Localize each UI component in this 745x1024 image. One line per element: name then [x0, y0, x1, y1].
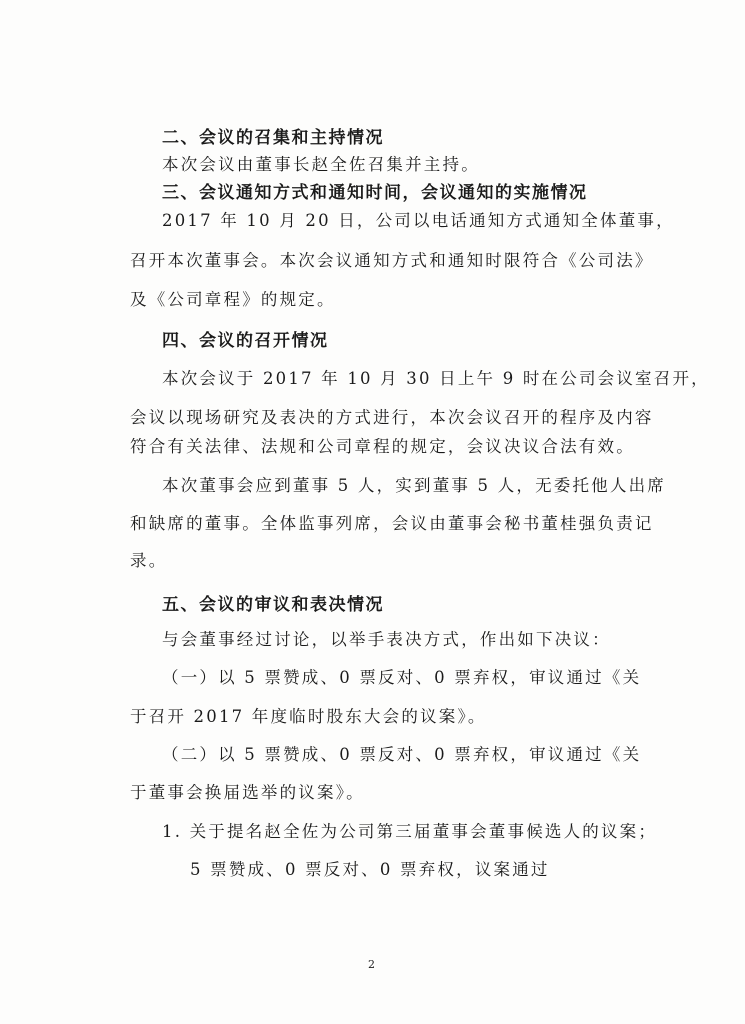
section-5-intro: 与会董事经过讨论，以举手表决方式，作出如下决议：	[162, 630, 611, 649]
section-3-line-3: 及《公司章程》的规定。	[130, 290, 336, 309]
sub-item-1: 1. 关于提名赵全佐为公司第三届董事会董事候选人的议案；	[162, 822, 658, 841]
section-4-heading: 四、会议的召开情况	[162, 331, 329, 351]
resolution-2-line-2: 于董事会换届选举的议案》。	[130, 783, 365, 802]
section-3-line-1: 2017 年 10 月 20 日，公司以电话通知方式通知全体董事，	[162, 211, 675, 230]
section-3-heading: 三、会议通知方式和通知时间，会议通知的实施情况	[162, 183, 588, 203]
section-5-heading: 五、会议的审议和表决情况	[162, 595, 384, 615]
resolution-1-line-1: （一）以 5 票赞成、0 票反对、0 票弃权，审议通过《关	[162, 668, 642, 687]
page-number: 2	[368, 958, 375, 971]
section-2-text: 本次会议由董事长赵全佐召集并主持。	[162, 155, 480, 174]
sub-item-1-vote: 5 票赞成、0 票反对、0 票弃权，议案通过	[190, 860, 550, 879]
resolution-1-line-2: 于召开 2017 年度临时股东大会的议案》。	[130, 707, 487, 726]
section-4-para-2-line-2: 和缺席的董事。全体监事列席，会议由董事会秘书董桂强负责记	[130, 514, 654, 533]
section-4-para-1-line-3: 符合有关法律、法规和公司章程的规定，会议决议合法有效。	[130, 437, 635, 456]
resolution-2-line-1: （二）以 5 票赞成、0 票反对、0 票弃权，审议通过《关	[162, 745, 642, 764]
section-4-para-2-line-3: 录。	[130, 551, 168, 570]
section-2-heading: 二、会议的召集和主持情况	[162, 128, 384, 148]
section-4-para-1-line-2: 会议以现场研究及表决的方式进行，本次会议召开的程序及内容	[130, 408, 654, 427]
section-4-para-2-line-1: 本次董事会应到董事 5 人，实到董事 5 人，无委托他人出席	[162, 476, 666, 495]
section-4-para-1-line-1: 本次会议于 2017 年 10 月 30 日上午 9 时在公司会议室召开，	[162, 369, 710, 388]
section-3-line-2: 召开本次董事会。本次会议通知方式和通知时限符合《公司法》	[130, 251, 654, 270]
